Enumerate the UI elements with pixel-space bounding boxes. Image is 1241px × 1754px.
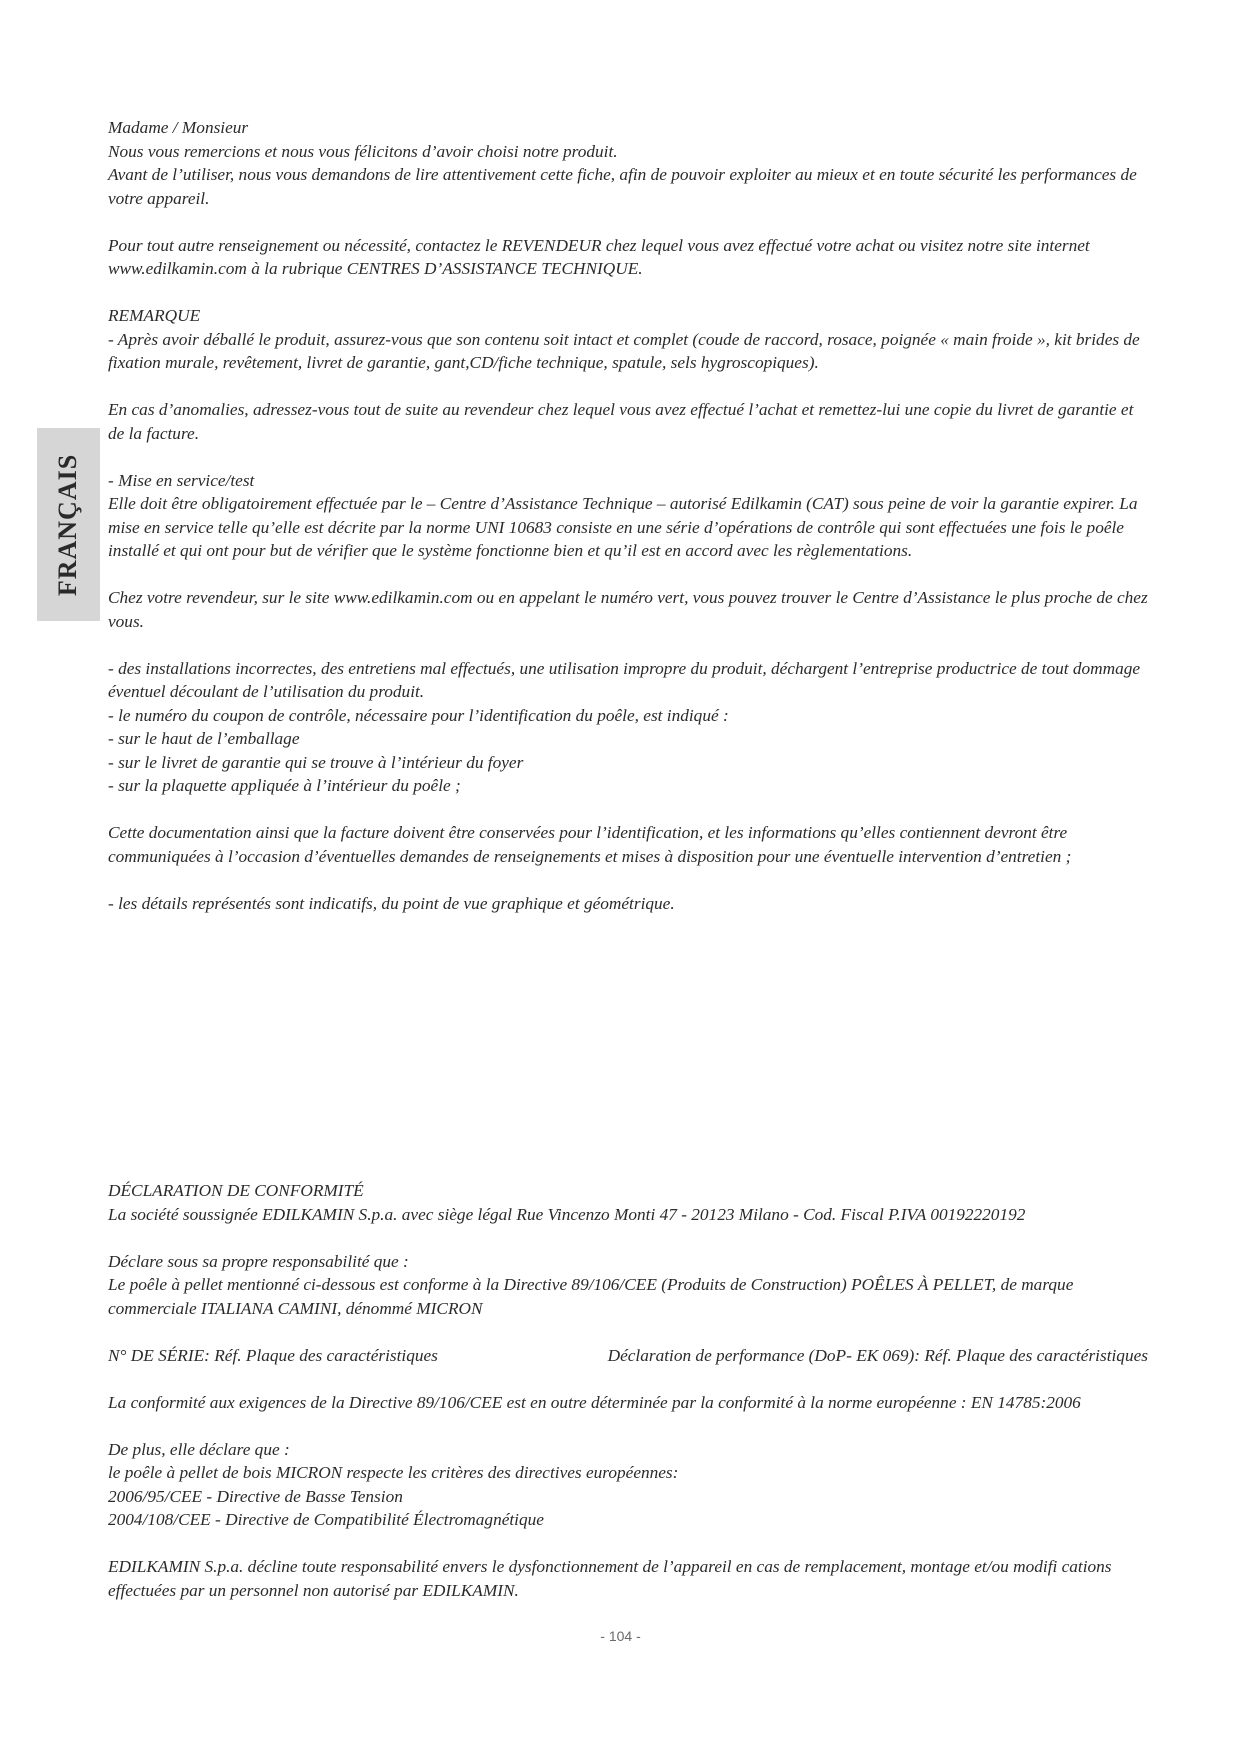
directive-item: 2006/95/CEE - Directive de Basse Tension <box>108 1486 403 1506</box>
contact-paragraph: Pour tout autre renseignement ou nécessité, contactez le REVENDEUR chez lequel vous avez effectué votre achat ou visitez notre site internet www.edilkamin.com à la rubrique CENTRES D’ASSISTANCE TECHNIQUE. <box>108 235 1090 278</box>
conformity-en-paragraph: La conformité aux exigences de la Directive 89/106/CEE est en outre déterminée par la conformité à la norme européenne : EN 14785:2006 <box>108 1392 1081 1412</box>
thanks-paragraph: Nous vous remercions et nous vous félicitons d’avoir choisi notre produit. <box>108 141 618 161</box>
installations-paragraph: - des installations incorrectes, des entretiens mal effectués, une utilisation impropre du produit, déchargent l’entreprise productrice de tout dommage éventuel découlant de l’utilisation du produit. <box>108 658 1141 701</box>
further-paragraph: De plus, elle déclare que : <box>108 1439 290 1459</box>
conform-paragraph: Le poêle à pellet mentionné ci-dessous est conforme à la Directive 89/106/CEE (Produits de Construction) POÊLES À PELLET, de marque commerciale ITALIANA CAMINI, dénommé MICRON <box>108 1275 1074 1318</box>
find-center-paragraph: Chez votre revendeur, sur le site www.edilkamin.com ou en appelant le numéro vert, vous pouvez trouver le Centre d’Assistance le plus proche de chez vous. <box>108 588 1148 631</box>
mise-en-service-paragraph: Elle doit être obligatoirement effectuée par le – Centre d’Assistance Technique – autorisé Edilkamin (CAT) sous peine de voir la garantie expirer. La mise en service telle qu’elle est décrite par la norme UNI 10683 consiste en une série d’opérations de contrôle qui sont effectuées une fois le poêle installé et qui ont pour but de vérifier que le système fonctionne bien et qu’il est en accord avec les règlementations. <box>108 494 1138 560</box>
serial-row <box>108 1344 1148 1368</box>
details-paragraph: - les détails représentés sont indicatifs, du point de vue graphique et géométrique. <box>108 893 675 913</box>
declaration-heading: DÉCLARATION DE CONFORMITÉ <box>108 1181 364 1200</box>
declaration-of-conformity <box>108 1179 1148 1602</box>
anomalies-paragraph: En cas d’anomalies, adressez-vous tout de suite au revendeur chez lequel vous avez effectué l’achat et remettez-lui une copie du livret de garantie et de la facture. <box>108 400 1134 443</box>
declares-paragraph: Déclare sous sa propre responsabilité que : <box>108 1251 409 1271</box>
salutation: Madame / Monsieur <box>108 118 249 137</box>
read-request-paragraph: Avant de l’utiliser, nous vous demandons de lire attentivement cette fiche, afin de pouvoir exploiter au mieux et en toute sécurité les performances de votre appareil. <box>108 165 1137 208</box>
language-tab <box>37 428 100 621</box>
main-text <box>108 116 1148 915</box>
coupon-item: - sur le livret de garantie qui se trouve à l’intérieur du foyer <box>108 752 524 772</box>
page-number: - 104 - <box>600 1628 641 1644</box>
directive-item: 2004/108/CEE - Directive de Compatibilité Électromagnétique <box>108 1510 544 1529</box>
dop-reference: Déclaration de performance (DoP- EK 069): Réf. Plaque des caractéristiques <box>607 1345 1148 1365</box>
unpack-paragraph: - Après avoir déballé le produit, assurez-vous que son contenu soit intact et complet (coude de raccord, rosace, poignée « main froide », kit brides de fixation murale, revêtement, livret de garantie, gant,CD/fiche technique, spatule, sels hygroscopiques). <box>108 329 1140 372</box>
remarque-heading: REMARQUE <box>108 306 201 325</box>
mise-en-service-heading: - Mise en service/test <box>108 470 255 490</box>
documentation-paragraph: Cette documentation ainsi que la facture doivent être conservées pour l’identification, et les informations qu’elles contiennent devront être communiquées à l’occasion d’éventuelles demandes de renseignements et mises à disposition pour une éventuelle intervention d’entretien ; <box>108 823 1072 866</box>
respects-paragraph: le poêle à pellet de bois MICRON respecte les critères des directives européennes: <box>108 1463 679 1482</box>
serial-number: N° DE SÉRIE: Réf. Plaque des caractéristiques <box>108 1345 438 1365</box>
disclaimer-paragraph: EDILKAMIN S.p.a. décline toute responsabilité envers le dysfonctionnement de l’appareil en cas de remplacement, montage et/ou modifi cations effectuées par un personnel non autorisé par EDILKAMIN. <box>108 1557 1112 1600</box>
coupon-paragraph: - le numéro du coupon de contrôle, nécessaire pour l’identification du poêle, est indiqué : <box>108 705 729 725</box>
coupon-item: - sur le haut de l’emballage <box>108 729 300 748</box>
coupon-item: - sur la plaquette appliquée à l’intérieur du poêle ; <box>108 776 461 795</box>
language-tab-label: FRANÇAIS <box>53 453 83 596</box>
company-paragraph: La société soussignée EDILKAMIN S.p.a. avec siège légal Rue Vincenzo Monti 47 - 20123 Milano - Cod. Fiscal P.IVA 00192220192 <box>108 1204 1026 1224</box>
